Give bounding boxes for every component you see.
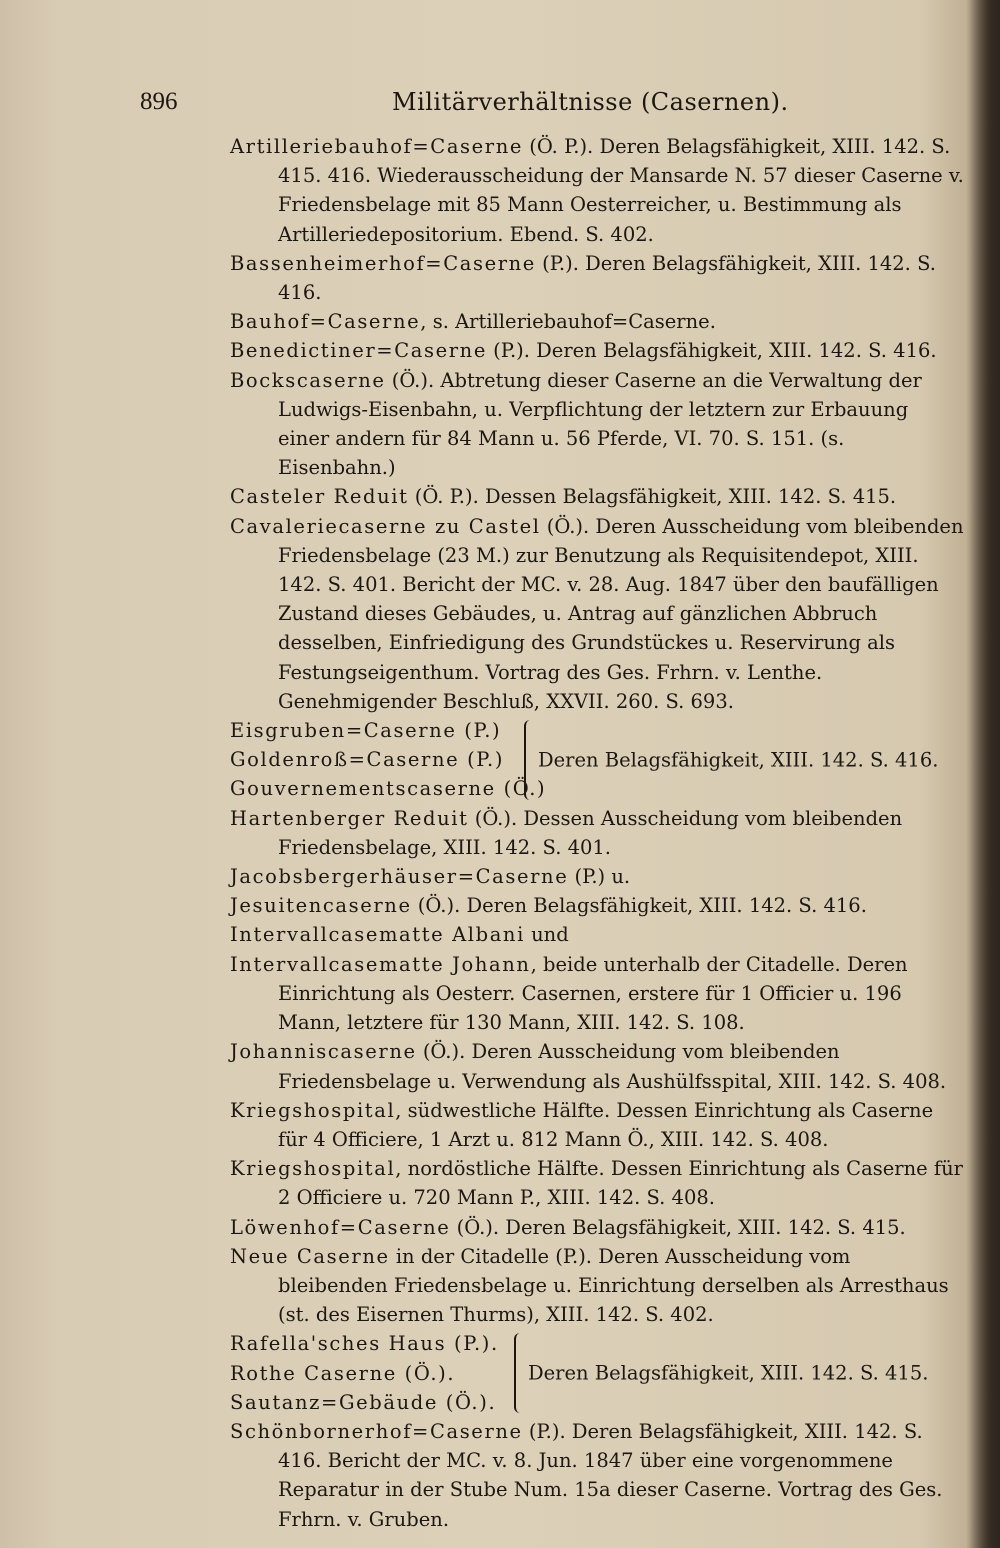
group-item: Rothe Caserne (Ö.). <box>230 1361 456 1385</box>
entry-text: und <box>524 923 569 947</box>
page-header <box>140 88 920 122</box>
headword: Bauhof=Caserne <box>230 310 421 334</box>
group-item: Gouvernementscaserne (Ö.) <box>230 777 547 801</box>
headword: Jesuitencaserne <box>230 894 412 918</box>
entry-text: (P.). Deren Belagsfähigkeit, XIII. 142. S. 416. <box>278 251 936 305</box>
headword: Cavaleriecaserne zu Castel <box>230 514 541 538</box>
entry-text: , südwestliche Hälfte. Dessen Einrichtung als Caserne für 4 Officiere, 1 Arzt u. 812 Mann Ö., XIII. 142. S. 408. <box>278 1098 934 1151</box>
index-entry <box>230 482 965 511</box>
entry-text: (Ö.). Dessen Ausscheidung vom bleibenden Friedensbelage, XIII. 142. S. 401. <box>278 806 903 859</box>
headword: Casteler Reduit <box>230 485 409 509</box>
index-entry <box>230 1096 965 1154</box>
headword: Neue Caserne <box>230 1244 390 1268</box>
entry-text: (Ö.). Deren Ausscheidung vom bleibenden Friedensbelage (23 M.) zur Benutzung als Requisitendepot, XIII. 142. S. 401. Bericht der MC. v. 28. Aug. 1847 über den baufälligen Zustand dieses Gebäudes, u. Antrag auf gänzlichen Abbruch desselben, Einfriedigung des Grundstückes u. Reservirung als Festungseigenthum. Vortrag des Ges. Frhrn. v. Lenthe. Genehmigender Beschluß, XXVII. 260. S. 693. <box>278 514 964 713</box>
entry-text: (Ö.). Deren Ausscheidung vom bleibenden Friedensbelage u. Verwendung als Aushülfsspital, XIII. 142. S. 408. <box>278 1040 947 1093</box>
entry-text: (P.). Deren Belagsfähigkeit, XIII. 142. S. 416. Bericht der MC. v. 8. Jun. 1847 über eine vorgenommene Reparatur in der Stube Num. 15a dieser Caserne. Vortrag des Ges. Frhrn. v. Gruben. <box>278 1419 943 1531</box>
headword: Intervallcasematte Albani <box>230 923 525 947</box>
entry-text: (P.). Deren Belagsfähigkeit, XIII. 142. S. 416. <box>486 339 937 363</box>
index-entry <box>230 512 965 716</box>
index-entry <box>230 307 965 336</box>
index-entry <box>230 366 965 483</box>
entry-text: (P.) u. <box>568 865 631 889</box>
group-item: Sautanz=Gebäude (Ö.). <box>230 1390 497 1414</box>
group-shared-text: Deren Belagsfähigkeit, XIII. 142. S. 416. <box>538 748 939 772</box>
index-entry <box>230 132 965 249</box>
index-entry <box>230 336 965 365</box>
index-entry <box>230 1417 965 1534</box>
bracketed-group <box>230 716 965 804</box>
group-item: Goldenroß=Caserne (P.) <box>230 748 505 772</box>
bracketed-group <box>230 1329 965 1417</box>
entry-text: (Ö.). Deren Belagsfähigkeit, XIII. 142. S. 416. <box>411 894 867 918</box>
headword: Artilleriebauhof=Caserne <box>230 135 524 158</box>
index-entry <box>230 1037 965 1095</box>
headword: Kriegshospital <box>230 1098 396 1122</box>
index-entry <box>230 920 965 949</box>
entry-text: , beide unterhalb der Citadelle. Deren Einrichtung als Oesterr. Casernen, erstere für 1 Officier u. 196 Mann, letztere für 130 Mann, XIII. 142. S. 108. <box>278 952 908 1035</box>
headword: Hartenberger Reduit <box>230 806 469 830</box>
entry-text: , s. Artilleriebauhof=Caserne. <box>420 310 716 334</box>
index-entry <box>230 891 965 920</box>
entry-text: (Ö.). Abtretung dieser Caserne an die Verwaltung der Ludwigs-Eisenbahn, u. Verpflichtung der letztern zur Erbauung einer andern für 84 Mann u. 56 Pferde, VI. 70. S. 151. (s. Eisenbahn.) <box>278 368 922 480</box>
entry-text: (Ö.). Deren Belagsfähigkeit, XIII. 142. S. 415. <box>450 1215 906 1239</box>
index-entry <box>230 862 965 891</box>
headword: Johanniscaserne <box>230 1040 417 1064</box>
binding-shadow <box>966 0 1000 1548</box>
brace <box>514 1333 524 1413</box>
index-entry <box>230 1242 965 1330</box>
index-entry <box>230 804 965 862</box>
headword: Intervallcasematte Johann <box>230 952 531 976</box>
group-item: Rafella'sches Haus (P.). <box>230 1332 499 1356</box>
entry-text: (Ö. P.). Dessen Belagsfähigkeit, XIII. 142. S. 415. <box>408 485 897 509</box>
headword: Kriegshospital <box>230 1157 396 1181</box>
brace <box>524 720 534 800</box>
headword: Bockscaserne <box>230 368 386 392</box>
page-number: 896 <box>140 88 178 115</box>
headword: Benedictiner=Caserne <box>230 339 487 363</box>
index-entry <box>230 249 965 307</box>
headword: Jacobsbergerhäuser=Caserne <box>230 865 569 889</box>
entry-text: (Ö. P.). Deren Belagsfähigkeit, XIII. 142. S. 415. 416. Wiederausscheidung der Mansarde N. 57 dieser Caserne v. Friedensbelage mit 85 Mann Oesterreicher, u. Bestimmung als Artilleriedepositorium. Ebend. S. 402. <box>278 135 964 246</box>
group-shared-text: Deren Belagsfähigkeit, XIII. 142. S. 415. <box>528 1361 929 1385</box>
entry-text: in der Citadelle (P.). Deren Ausscheidung vom bleibenden Friedensbelage u. Einrichtung derselben als Arresthaus (st. des Eisernen Thurms), XIII. 142. S. 402. <box>278 1244 949 1327</box>
entry-text: , nordöstliche Hälfte. Dessen Einrichtung als Caserne für 2 Officiere u. 720 Mann P., XIII. 142. S. 408. <box>278 1157 963 1210</box>
group-item: Eisgruben=Caserne (P.) <box>230 719 502 743</box>
index-body <box>230 132 965 1534</box>
index-entry <box>230 1154 965 1212</box>
headword: Löwenhof=Caserne <box>230 1215 451 1239</box>
index-entry <box>230 950 965 1038</box>
headword: Schönbornerhof=Caserne <box>230 1419 523 1443</box>
running-title: Militärverhältnisse (Casernen). <box>392 88 789 116</box>
index-entry <box>230 1213 965 1242</box>
headword: Bassenheimerhof=Caserne <box>230 251 536 275</box>
